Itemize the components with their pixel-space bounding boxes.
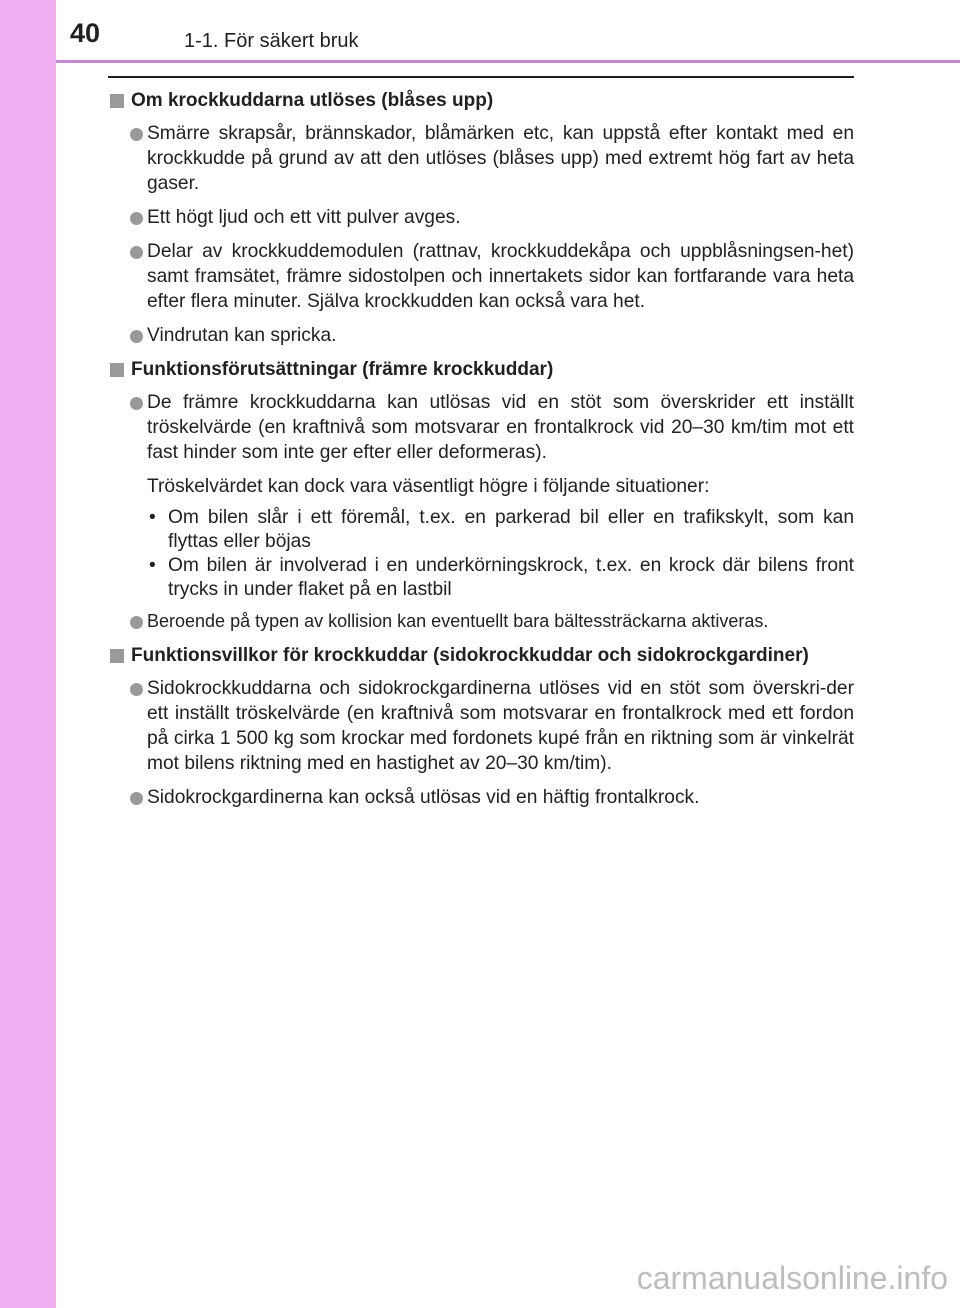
sub-bullet-icon: • [149,507,156,528]
list-item-text: Smärre skrapsår, brännskador, blåmärken etc, kan uppstå efter kontakt med en krockkudde på grund av att den utlöses (blåses upp) med extremt hög fart av heta gaser. [147,123,854,194]
square-bullet-icon [110,363,124,377]
square-bullet-icon [110,94,124,108]
list-item [108,609,854,634]
list-item-text: De främre krockkuddarna kan utlösas vid en stöt som överskrider ett inställt tröskelvärde (en kraftnivå som motsvarar en frontalkrock vid 20–30 km/tim mot ett fast hinder som inte ger efter eller deformeras). [147,392,854,463]
section-heading [108,88,854,113]
list-item [108,676,854,776]
section-heading-text: Om krockkuddarna utlöses (blåses upp) [131,90,494,111]
list-item-text: Beroende på typen av kollision kan eventuellt bara bältessträckarna aktiveras. [147,611,769,631]
page-content [108,76,854,819]
sub-list-item [147,554,854,601]
list-item-text: Vindrutan kan spricka. [147,325,337,346]
section-heading-text: Funktionsförutsättningar (främre krockkuddar) [131,359,554,380]
round-bullet-icon [130,616,143,629]
round-bullet-icon [130,330,143,343]
section-heading [108,643,854,668]
round-bullet-icon [130,792,143,805]
list-item-text: Sidokrockkuddarna och sidokrockgardinerna utlöses vid en stöt som överskri-der ett inställt tröskelvärde (en kraftnivå som motsvarar en frontalkrock med ett fordon på cirka 1 500 kg som krockar med fordonets kupé från en riktning som är vinkelrät mot bilens riktning med en hastighet av 20–30 km/tim). [147,678,854,774]
list-item-text: Sidokrockgardinerna kan också utlösas vid en häftig frontalkrock. [147,787,700,808]
sub-list-item [147,506,854,553]
list-item-text: Ett högt ljud och ett vitt pulver avges. [147,207,461,228]
round-bullet-icon [130,397,143,410]
header-rule [56,60,960,63]
list-item [108,205,854,230]
list-item [108,239,854,314]
round-bullet-icon [130,212,143,225]
list-item-text: Delar av krockkuddemodulen (rattnav, krockkuddekåpa och uppblåsningsen-het) samt framsätet, främre sidostolpen och innertakets sidor kan fortfarande vara heta efter flera minuter. Själva krockkudden kan också vara het. [147,241,854,312]
round-bullet-icon [130,128,143,141]
section-heading [108,357,854,382]
content-top-rule [108,76,854,78]
list-item [108,121,854,196]
side-color-strip [0,0,56,1308]
list-item [108,785,854,810]
round-bullet-icon [130,246,143,259]
paragraph: Tröskelvärdet kan dock vara väsentligt högre i följande situationer: [147,476,710,497]
sub-list-item-text: Om bilen slår i ett föremål, t.ex. en parkerad bil eller en trafikskylt, som kan flyttas eller böjas [168,507,854,552]
page-number: 40 [70,18,101,48]
sub-list [108,506,854,601]
round-bullet-icon [130,683,143,696]
sub-list-item-text: Om bilen är involverad i en underkörningskrock, t.ex. en krock där bilens front trycks in under flaket på en lastbil [168,555,854,600]
chapter-title: 1-1. För säkert bruk [184,30,359,52]
square-bullet-icon [110,649,124,663]
section-heading-text: Funktionsvillkor för krockkuddar (sidokrockkuddar och sidokrockgardiner) [131,645,809,666]
list-item [108,390,854,465]
sub-bullet-icon: • [149,555,156,576]
list-item [108,323,854,348]
watermark: carmanualsonline.info [636,1260,948,1296]
